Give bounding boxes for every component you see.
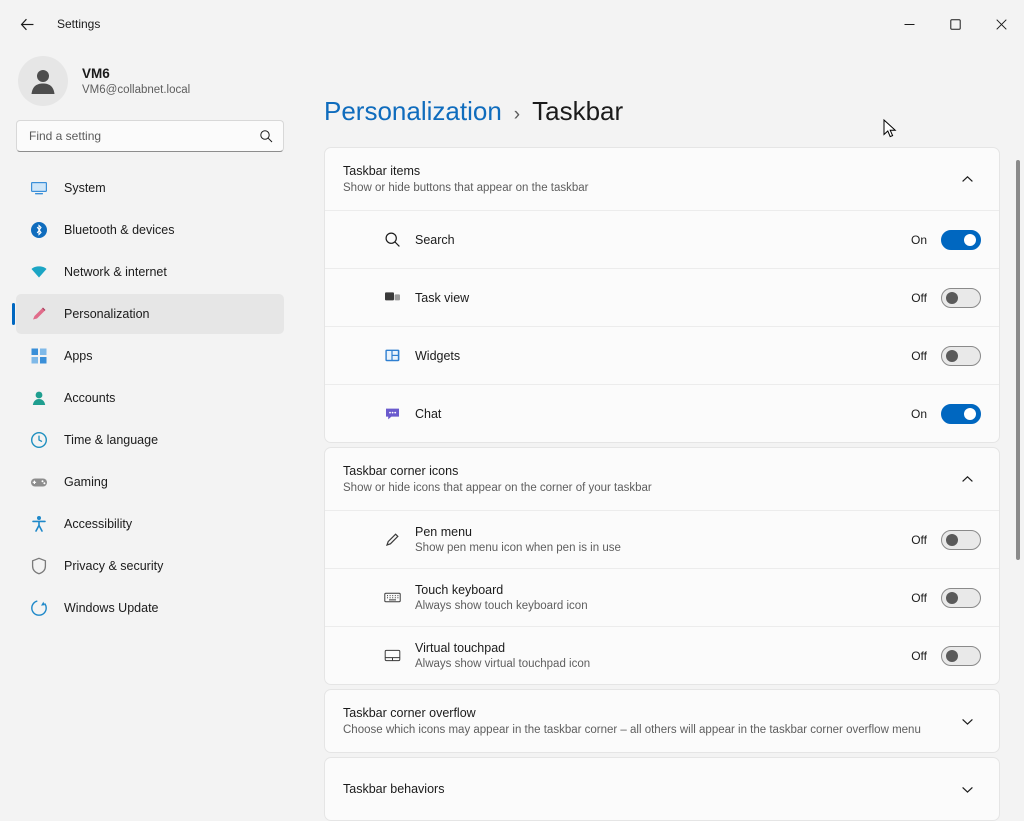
breadcrumb-parent-link[interactable]: Personalization xyxy=(324,96,502,126)
avatar xyxy=(18,56,68,106)
user-avatar-icon xyxy=(26,64,60,98)
system-icon xyxy=(28,177,50,199)
row-label: Touch keyboard xyxy=(415,583,504,597)
search-icon xyxy=(259,129,273,143)
personalization-icon xyxy=(28,303,50,325)
section-header[interactable] xyxy=(325,448,999,510)
toggle-pen-menu[interactable] xyxy=(941,530,981,550)
minimize-button[interactable] xyxy=(886,0,932,48)
row-label: Virtual touchpad xyxy=(415,641,506,655)
toggle-state-label: Off xyxy=(911,532,927,547)
maximize-button[interactable] xyxy=(932,0,978,48)
section-header[interactable] xyxy=(325,690,999,752)
row-sublabel: Always show virtual touchpad icon xyxy=(415,658,591,670)
back-button[interactable] xyxy=(10,7,44,41)
setting-row-search xyxy=(325,210,999,268)
account-name: VM6 xyxy=(82,66,110,81)
section-taskbar-corner-icons xyxy=(324,447,1000,685)
row-sublabel: Always show touch keyboard icon xyxy=(415,600,588,612)
section-header[interactable] xyxy=(325,148,999,210)
update-icon xyxy=(28,597,50,619)
toggle-state-label: Off xyxy=(911,290,927,305)
toggle-wrap xyxy=(907,230,981,250)
toggle-wrap xyxy=(907,530,981,550)
app-title: Settings xyxy=(57,17,101,31)
breadcrumb xyxy=(300,48,1024,147)
account-block[interactable] xyxy=(16,48,284,120)
row-text xyxy=(415,349,907,363)
toggle-chat[interactable] xyxy=(941,404,981,424)
toggle-wrap xyxy=(907,646,981,666)
toggle-task-view[interactable] xyxy=(941,288,981,308)
sidebar-item-label: Personalization xyxy=(64,307,150,321)
toggle-knob xyxy=(946,350,958,362)
sidebar-item-windows-update[interactable] xyxy=(16,588,284,628)
toggle-state-label: On xyxy=(910,232,927,247)
row-sublabel: Show pen menu icon when pen is in use xyxy=(415,542,621,554)
toggle-wrap xyxy=(907,288,981,308)
section-taskbar-behaviors xyxy=(324,757,1000,821)
apps-icon xyxy=(28,345,50,367)
account-email: VM6@collabnet.local xyxy=(82,84,191,96)
row-label: Search xyxy=(415,232,455,247)
sidebar-item-bluetooth-devices[interactable] xyxy=(16,210,284,250)
accessibility-icon xyxy=(28,513,50,535)
toggle-knob xyxy=(946,592,958,604)
account-text xyxy=(82,66,190,96)
network-icon xyxy=(28,261,50,283)
sidebar-item-label: System xyxy=(64,181,106,195)
setting-row-pen-menu xyxy=(325,510,999,568)
toggle-knob xyxy=(946,292,958,304)
minimize-icon xyxy=(904,19,915,30)
sidebar-item-accounts[interactable] xyxy=(16,378,284,418)
row-label: Widgets xyxy=(415,348,461,363)
sidebar-item-accessibility[interactable] xyxy=(16,504,284,544)
sidebar-item-label: Bluetooth & devices xyxy=(64,223,175,237)
section-title: Taskbar corner icons xyxy=(343,464,459,478)
section-header[interactable] xyxy=(325,758,999,820)
section-header-text xyxy=(343,164,953,194)
sidebar-item-network-internet[interactable] xyxy=(16,252,284,292)
widgets-icon xyxy=(381,345,403,367)
chevron-up-icon[interactable] xyxy=(953,465,981,493)
sidebar-item-time-language[interactable] xyxy=(16,420,284,460)
row-text xyxy=(415,641,907,670)
search-icon xyxy=(381,229,403,251)
sidebar-item-label: Accessibility xyxy=(64,517,133,531)
gaming-icon xyxy=(28,471,50,493)
toggle-state-label: Off xyxy=(911,648,927,663)
toggle-wrap xyxy=(907,588,981,608)
sidebar-item-label: Accounts xyxy=(64,391,116,405)
row-text xyxy=(415,407,907,421)
section-title: Taskbar items xyxy=(343,164,421,178)
sidebar-item-gaming[interactable] xyxy=(16,462,284,502)
row-label: Chat xyxy=(415,406,442,421)
toggle-touch-keyboard[interactable] xyxy=(941,588,981,608)
toggle-knob xyxy=(946,534,958,546)
chevron-up-icon[interactable] xyxy=(953,165,981,193)
toggle-search[interactable] xyxy=(941,230,981,250)
sidebar-item-label: Time & language xyxy=(64,433,159,447)
setting-row-task-view xyxy=(325,268,999,326)
sidebar-item-apps[interactable] xyxy=(16,336,284,376)
keyboard-icon xyxy=(381,587,403,609)
maximize-icon xyxy=(950,19,961,30)
section-taskbar-corner-overflow xyxy=(324,689,1000,753)
sidebar-nav xyxy=(16,168,284,628)
setting-row-virtual-touchpad xyxy=(325,626,999,684)
accounts-icon xyxy=(28,387,50,409)
window-body xyxy=(0,48,1024,796)
settings-list xyxy=(300,147,1024,821)
pen-icon xyxy=(381,529,403,551)
clock-icon xyxy=(28,429,50,451)
sidebar xyxy=(0,48,300,768)
toggle-wrap xyxy=(907,346,981,366)
search-input[interactable] xyxy=(27,128,259,144)
section-header-text xyxy=(343,464,953,494)
toggle-wrap xyxy=(907,404,981,424)
toggle-knob xyxy=(964,408,976,420)
toggle-state-label: On xyxy=(910,406,927,421)
toggle-state-label: Off xyxy=(911,348,927,363)
section-subtitle: Show or hide buttons that appear on the taskbar xyxy=(343,182,589,194)
sidebar-item-label: Windows Update xyxy=(64,601,159,615)
breadcrumb-separator: › xyxy=(513,104,521,125)
sidebar-item-personalization[interactable] xyxy=(16,294,284,334)
arrow-left-icon xyxy=(19,16,36,33)
setting-row-touch-keyboard xyxy=(325,568,999,626)
toggle-virtual-touchpad[interactable] xyxy=(941,646,981,666)
section-header-text xyxy=(343,706,953,736)
setting-row-widgets xyxy=(325,326,999,384)
section-title: Taskbar corner overflow xyxy=(343,706,476,720)
section-title: Taskbar behaviors xyxy=(343,782,445,796)
toggle-state-label: Off xyxy=(911,590,927,605)
row-text xyxy=(415,291,907,305)
chat-icon xyxy=(381,403,403,425)
row-text xyxy=(415,233,907,247)
sidebar-item-privacy-security[interactable] xyxy=(16,546,284,586)
section-subtitle: Show or hide icons that appear on the corner of your taskbar xyxy=(343,482,652,494)
section-taskbar-items xyxy=(324,147,1000,443)
section-header-text xyxy=(343,782,953,796)
sidebar-item-label: Privacy & security xyxy=(64,559,164,573)
row-label: Pen menu xyxy=(415,525,472,539)
section-subtitle: Choose which icons may appear in the taskbar corner – all others will appear in the taskbar corner overflow menu xyxy=(343,724,921,736)
sidebar-item-label: Apps xyxy=(64,349,93,363)
sidebar-item-label: Network & internet xyxy=(64,265,167,279)
page-title: Taskbar xyxy=(532,96,624,126)
close-button[interactable] xyxy=(978,0,1024,48)
search-box[interactable] xyxy=(16,120,284,152)
caption-buttons xyxy=(886,0,1024,48)
chevron-down-icon[interactable] xyxy=(953,775,981,803)
touchpad-icon xyxy=(381,645,403,667)
toggle-knob xyxy=(946,650,958,662)
title-bar xyxy=(0,0,1024,48)
row-label: Task view xyxy=(415,290,470,305)
bluetooth-icon xyxy=(28,219,50,241)
sidebar-item-label: Gaming xyxy=(64,475,108,489)
setting-row-chat xyxy=(325,384,999,442)
row-text xyxy=(415,525,907,554)
toggle-knob xyxy=(964,234,976,246)
vertical-scrollbar[interactable] xyxy=(1016,160,1020,800)
close-icon xyxy=(996,19,1007,30)
main-content xyxy=(300,48,1024,796)
sidebar-item-system[interactable] xyxy=(16,168,284,208)
shield-icon xyxy=(28,555,50,577)
scrollbar-thumb[interactable] xyxy=(1016,160,1020,560)
chevron-down-icon[interactable] xyxy=(953,707,981,735)
row-text xyxy=(415,583,907,612)
toggle-widgets[interactable] xyxy=(941,346,981,366)
task-view-icon xyxy=(381,287,403,309)
